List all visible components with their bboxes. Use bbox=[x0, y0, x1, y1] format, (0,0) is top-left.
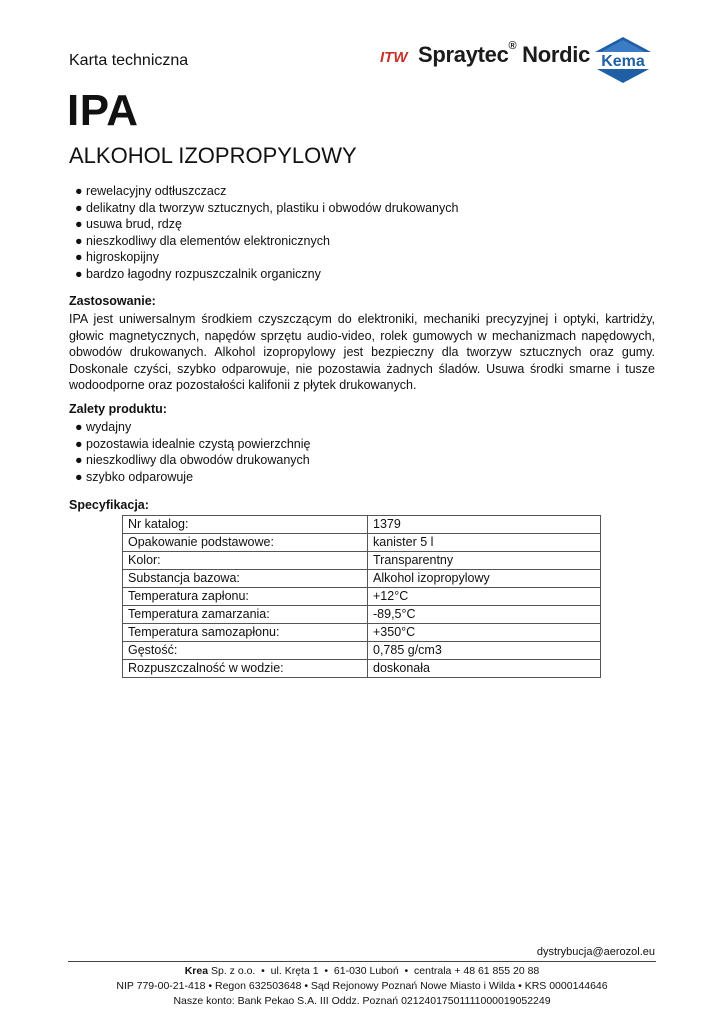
footer-divider bbox=[68, 961, 656, 962]
kema-logo-text: Kema bbox=[601, 53, 645, 70]
list-item: ● szybko odparowuje bbox=[75, 469, 310, 486]
footer-company-line bbox=[0, 965, 724, 977]
kema-logo bbox=[591, 36, 655, 84]
spec-label: Temperatura samozapłonu: bbox=[123, 624, 368, 642]
spraytec-logo bbox=[418, 42, 590, 68]
spec-value: 1379 bbox=[368, 516, 601, 534]
table-row bbox=[123, 624, 601, 642]
brand-suffix: Nordic bbox=[522, 42, 591, 67]
document-type: Karta techniczna bbox=[69, 52, 189, 69]
table-row bbox=[123, 534, 601, 552]
table-row bbox=[123, 642, 601, 660]
product-code: IPA bbox=[67, 86, 139, 135]
spec-label: Substancja bazowa: bbox=[123, 570, 368, 588]
specification-heading: Specyfikacja: bbox=[69, 498, 149, 512]
feature-list bbox=[75, 183, 458, 282]
table-row bbox=[123, 606, 601, 624]
table-row bbox=[123, 660, 601, 678]
list-item: ● wydajny bbox=[75, 419, 310, 436]
spec-label: Nr katalog: bbox=[123, 516, 368, 534]
list-item: ● nieszkodliwy dla elementów elektronicznych bbox=[75, 233, 458, 250]
spec-value: kanister 5 l bbox=[368, 534, 601, 552]
brand-name: Spraytec bbox=[418, 42, 509, 67]
application-heading: Zastosowanie: bbox=[69, 294, 156, 308]
spec-value: -89,5°C bbox=[368, 606, 601, 624]
registered-mark: ® bbox=[508, 40, 517, 52]
spec-label: Kolor: bbox=[123, 552, 368, 570]
product-name: ALKOHOL IZOPROPYLOWY bbox=[69, 143, 357, 168]
list-item: ● nieszkodliwy dla obwodów drukowanych bbox=[75, 452, 310, 469]
spec-label: Temperatura zamarzania: bbox=[123, 606, 368, 624]
application-text: IPA jest uniwersalnym środkiem czyszczącym do elektroniki, mechaniki precyzyjnej i optyki, kartridży, głowic magnetycznych, napędów sprzętu audio-video, rolek gumowych w mechanizmach napędowych, obwodów drukowanych. Alkohol izopropylowy jest bezpieczny dla tworzyw sztucznych oraz gumy. Doskonale czyści, szybko odparowuje, nie pozostawia żadnych śladów. Usuwa środki smarne i tusze wodoodporne oraz pozostałości kalifonii z płytek drukowanych. bbox=[69, 312, 655, 392]
table-row bbox=[123, 588, 601, 606]
spec-label: Opakowanie podstawowe: bbox=[123, 534, 368, 552]
table-row bbox=[123, 570, 601, 588]
spec-value: doskonała bbox=[368, 660, 601, 678]
contact-email[interactable]: dystrybucja@aerozol.eu bbox=[536, 946, 655, 958]
list-item: ● delikatny dla tworzyw sztucznych, plastiku i obwodów drukowanych bbox=[75, 200, 458, 217]
spec-value: 0,785 g/cm3 bbox=[368, 642, 601, 660]
spec-label: Rozpuszczalność w wodzie: bbox=[123, 660, 368, 678]
company-name: Krea bbox=[184, 965, 209, 977]
list-item: ● higroskopijny bbox=[75, 249, 458, 266]
footer-bank-line: Nasze konto: Bank Pekao S.A. III Oddz. Poznań 02124017501111000019052249 bbox=[173, 995, 551, 1007]
spec-value: Transparentny bbox=[368, 552, 601, 570]
list-item: ● rewelacyjny odtłuszczacz bbox=[75, 183, 458, 200]
table-row bbox=[123, 552, 601, 570]
advantages-heading: Zalety produktu: bbox=[69, 402, 167, 416]
spec-value: +350°C bbox=[368, 624, 601, 642]
list-item: ● bardzo łagodny rozpuszczalnik organiczny bbox=[75, 266, 458, 283]
list-item: ● pozostawia idealnie czystą powierzchnię bbox=[75, 436, 310, 453]
specification-table bbox=[122, 515, 601, 678]
table-row bbox=[123, 516, 601, 534]
list-item: ● usuwa brud, rdzę bbox=[75, 216, 458, 233]
spec-value: +12°C bbox=[368, 588, 601, 606]
spec-label: Temperatura zapłonu: bbox=[123, 588, 368, 606]
footer-registration-line: NIP 779-00-21-418 • Regon 632503648 • Sąd Rejonowy Poznań Nowe Miasto i Wilda • KRS 0000144646 bbox=[116, 980, 608, 992]
advantages-list bbox=[75, 419, 310, 485]
itw-logo: ITW bbox=[380, 49, 408, 66]
spec-label: Gęstość: bbox=[123, 642, 368, 660]
company-address: Sp. z o.o. • ul. Kręta 1 • 61-030 Luboń • centrala + 48 61 855 20 88 bbox=[208, 965, 540, 977]
spec-value: Alkohol izopropylowy bbox=[368, 570, 601, 588]
